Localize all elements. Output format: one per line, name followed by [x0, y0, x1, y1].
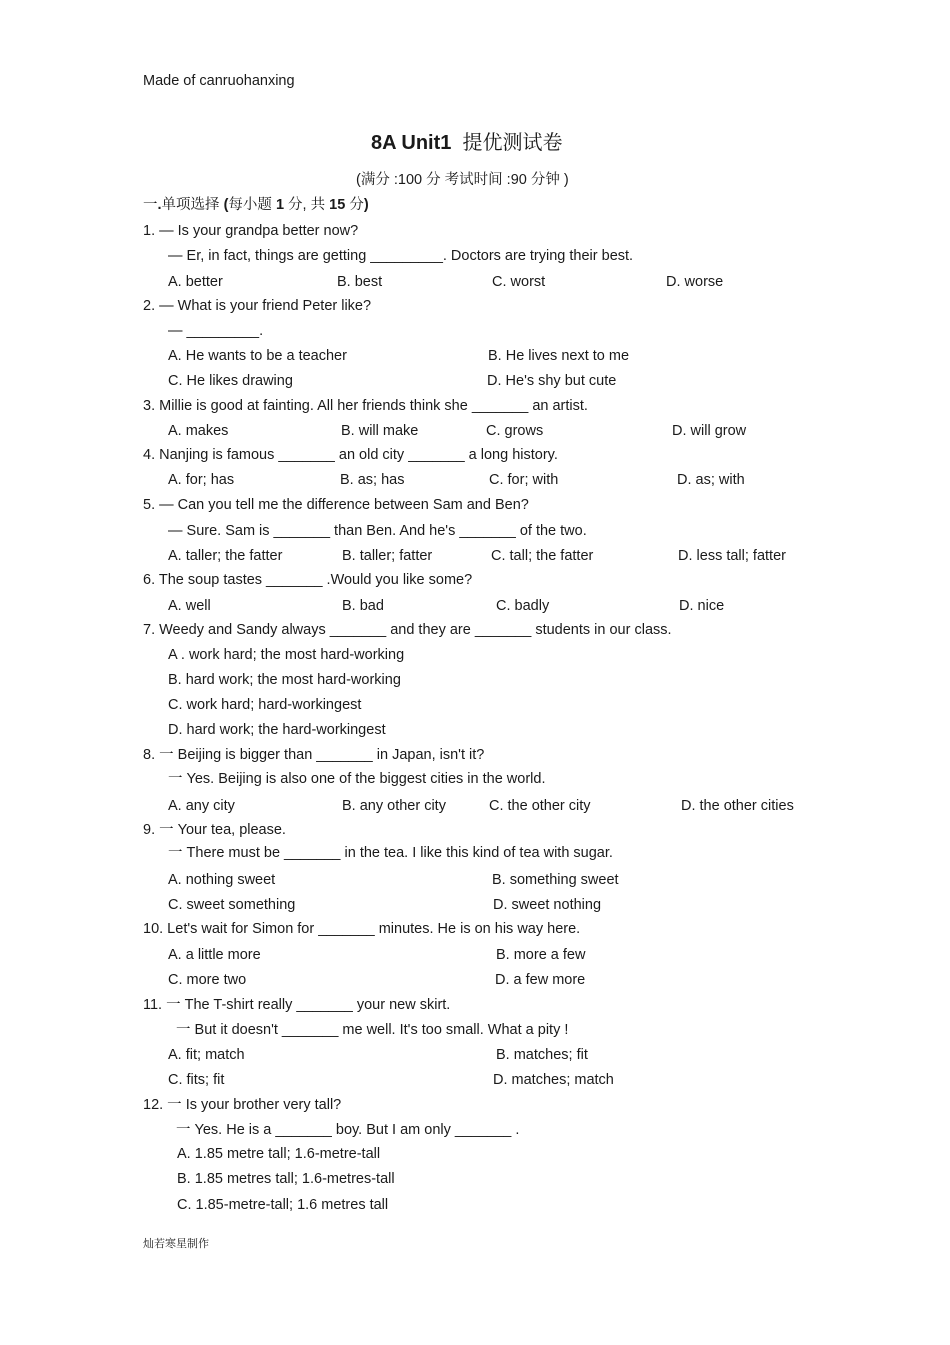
q7-option-c: C. work hard; hard-workingest — [168, 697, 362, 713]
q1-option-a: A. better — [168, 274, 223, 290]
section-mid1: 每小题 — [228, 197, 272, 213]
q3-option-c: C. grows — [486, 423, 544, 439]
section-heading — [143, 196, 369, 214]
q9-option-c: C. sweet something — [168, 897, 296, 913]
q8-option-b: B. any other city — [342, 798, 446, 814]
q4-option-c: C. for; with — [489, 472, 559, 488]
q11-option-d: D. matches; match — [493, 1072, 614, 1088]
q3-option-d: D. will grow — [672, 423, 747, 439]
q4-stem: 4. Nanjing is famous _______ an old city _______ a long history. — [143, 447, 558, 463]
q5-line2: — Sure. Sam is _______ than Ben. And he's _______ of the two. — [168, 523, 587, 539]
q1-stem: 1. — Is your grandpa better now? — [143, 223, 359, 239]
q11-stem: 11. 一 The T-shirt really _______ your new skirt. — [143, 997, 451, 1013]
q11-option-a: A. fit; match — [168, 1047, 245, 1063]
section-open: ( — [223, 197, 229, 213]
q5-stem: 5. — Can you tell me the difference between Sam and Ben? — [143, 497, 529, 513]
q10-option-d: D. a few more — [495, 972, 586, 988]
q2-option-a: A. He wants to be a teacher — [168, 348, 347, 364]
q12-line2: 一 Yes. He is a _______ boy. But I am only _______ . — [176, 1122, 520, 1138]
q2-line2: — _________. — [168, 323, 264, 339]
q2-option-c: C. He likes drawing — [168, 373, 293, 389]
section-dot: . — [157, 197, 162, 213]
header-made-of: Made of canruohanxing — [143, 73, 295, 89]
q10-stem: 10. Let's wait for Simon for _______ minutes. He is on his way here. — [143, 921, 581, 937]
q2-option-d: D. He's shy but cute — [487, 373, 617, 389]
section-mid2: 分, 共 — [288, 197, 326, 213]
q8-option-d: D. the other cities — [681, 798, 794, 814]
q1-option-b: B. best — [337, 274, 383, 290]
section-close: ) — [363, 197, 369, 213]
subtitle: (满分 :100 分 考试时间 :90 分钟 ) — [356, 172, 569, 188]
q11-option-c: C. fits; fit — [168, 1072, 225, 1088]
q4-option-a: A. for; has — [168, 472, 235, 488]
page-title — [371, 131, 563, 155]
q9-option-b: B. something sweet — [492, 872, 619, 888]
q8-option-a: A. any city — [168, 798, 235, 814]
q8-option-c: C. the other city — [489, 798, 591, 814]
q6-option-b: B. bad — [342, 598, 384, 614]
q1-option-d: D. worse — [666, 274, 724, 290]
title-bold: 8A Unit1 — [371, 132, 452, 154]
q10-option-b: B. more a few — [496, 947, 586, 963]
q2-stem: 2. — What is your friend Peter like? — [143, 298, 372, 314]
q4-option-d: D. as; with — [677, 472, 745, 488]
q8-line2: 一 Yes. Beijing is also one of the biggest cities in the world. — [168, 771, 546, 787]
q5-option-c: C. tall; the fatter — [491, 548, 594, 564]
q4-option-b: B. as; has — [340, 472, 405, 488]
q1-line2: — Er, in fact, things are getting _________. Doctors are trying their best. — [168, 248, 634, 264]
q7-option-b: B. hard work; the most hard-working — [168, 672, 401, 688]
q1-option-c: C. worst — [492, 274, 546, 290]
q3-option-a: A. makes — [168, 423, 229, 439]
q11-line2: 一 But it doesn't _______ me well. It's too small. What a pity ! — [176, 1022, 569, 1038]
q9-stem: 9. 一 Your tea, please. — [143, 822, 286, 838]
q3-option-b: B. will make — [341, 423, 419, 439]
q5-option-b: B. taller; fatter — [342, 548, 433, 564]
q10-option-c: C. more two — [168, 972, 247, 988]
q12-stem: 12. 一 Is your brother very tall? — [143, 1097, 342, 1113]
q7-stem: 7. Weedy and Sandy always _______ and they are _______ students in our class. — [143, 622, 672, 638]
section-n2: 15 — [329, 197, 346, 213]
q5-option-a: A. taller; the fatter — [168, 548, 283, 564]
q11-option-b: B. matches; fit — [496, 1047, 588, 1063]
q12-option-c: C. 1.85-metre-tall; 1.6 metres tall — [177, 1197, 389, 1213]
q10-option-a: A. a little more — [168, 947, 261, 963]
title-rest: 提优测试卷 — [462, 132, 563, 154]
section-mid3: 分 — [349, 197, 364, 213]
q9-line2: 一 There must be _______ in the tea. I like this kind of tea with sugar. — [168, 845, 613, 861]
q12-option-b: B. 1.85 metres tall; 1.6-metres-tall — [177, 1171, 395, 1187]
q8-stem: 8. 一 Beijing is bigger than _______ in Japan, isn't it? — [143, 747, 485, 763]
q6-option-c: C. badly — [496, 598, 550, 614]
section-prefix: 一 — [143, 197, 158, 213]
q9-option-d: D. sweet nothing — [493, 897, 602, 913]
q2-option-b: B. He lives next to me — [488, 348, 630, 364]
q6-option-d: D. nice — [679, 598, 725, 614]
footer-maker: 灿若寒星制作 — [143, 1238, 209, 1250]
q7-option-d: D. hard work; the hard-workingest — [168, 722, 386, 738]
q6-stem: 6. The soup tastes _______ .Would you like some? — [143, 572, 473, 588]
q5-option-d: D. less tall; fatter — [678, 548, 786, 564]
q6-option-a: A. well — [168, 598, 211, 614]
section-n1: 1 — [275, 197, 285, 213]
q12-option-a: A. 1.85 metre tall; 1.6-metre-tall — [177, 1146, 381, 1162]
q7-option-a: A . work hard; the most hard-working — [168, 647, 405, 663]
q3-stem: 3. Millie is good at fainting. All her friends think she _______ an artist. — [143, 398, 588, 414]
q9-option-a: A. nothing sweet — [168, 872, 276, 888]
section-label: 单项选择 — [161, 197, 220, 213]
